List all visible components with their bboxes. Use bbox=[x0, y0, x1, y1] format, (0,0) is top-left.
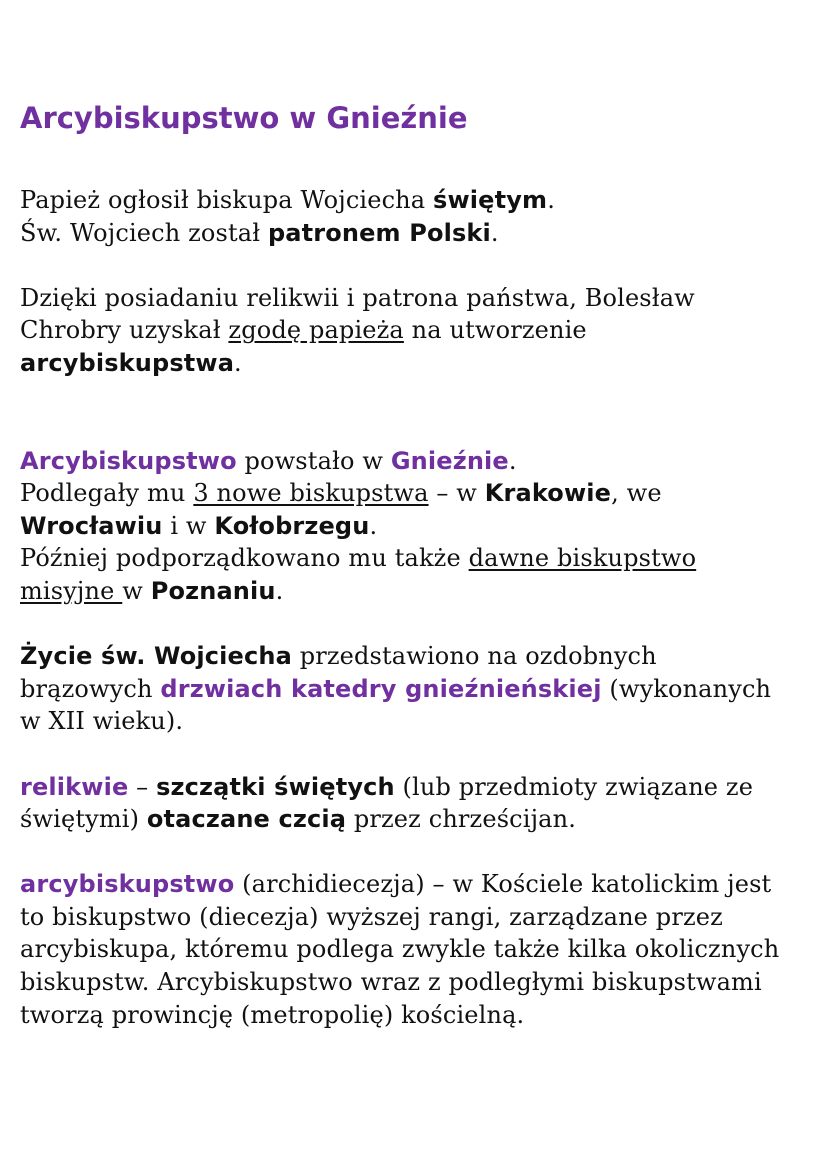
text: (wykonanych w XII wieku). bbox=[20, 674, 772, 736]
bold-term: szczątki świętych bbox=[156, 772, 395, 801]
text: . bbox=[369, 511, 378, 540]
text: . bbox=[234, 348, 242, 377]
text: (archidiecezja) – w Kościele katolickim jest to biskupstwo (diecezja) wyższej rangi, zarządzane przez arcybiskupa, któremu podlega zwykle także kilka okolicznych biskupstw. Arcybiskupstwo wraz z podległymi biskupstwami tworzą prowincję (metropolię) kościelną. bbox=[20, 870, 780, 1029]
bold-term: patronem Polski bbox=[267, 218, 491, 247]
key-term: Gnieźnie bbox=[390, 446, 509, 475]
bold-term: Kołobrzegu bbox=[214, 511, 370, 540]
text: Papież ogłosił biskupa Wojciecha bbox=[20, 186, 434, 214]
bold-term: otaczane czcią bbox=[146, 805, 347, 834]
text: przez chrześcijan. bbox=[346, 805, 577, 834]
underlined-term: 3 nowe biskupstwa bbox=[193, 479, 429, 508]
text: – bbox=[128, 772, 157, 801]
text: przedstawiono na ozdobnych brązowych bbox=[20, 642, 657, 703]
text: . bbox=[547, 186, 555, 214]
text: Później podporządkowano mu także bbox=[20, 544, 469, 573]
bold-term: Poznaniu bbox=[150, 576, 276, 605]
definition-relics bbox=[20, 771, 788, 836]
paragraph-archdiocese-founding bbox=[20, 445, 788, 608]
bold-term: arcybiskupstwa bbox=[20, 348, 235, 377]
key-term: Arcybiskupstwo bbox=[20, 446, 237, 475]
text: Dzięki posiadaniu relikwii i patrona państwa, Bolesław Chrobry uzyskał bbox=[20, 283, 695, 345]
text: – w bbox=[428, 479, 485, 508]
key-term: drzwiach katedry gnieźnieńskiej bbox=[160, 674, 602, 703]
text: na utworzenie bbox=[403, 316, 587, 345]
paragraph-papal-consent bbox=[20, 282, 788, 380]
text: (lub przedmioty związane ze świętymi) bbox=[20, 772, 754, 834]
text: , we bbox=[611, 479, 662, 508]
text: . bbox=[490, 218, 499, 247]
paragraph-saint bbox=[20, 184, 788, 249]
bold-term: świętym bbox=[433, 186, 548, 214]
text: Św. Wojciech został bbox=[20, 218, 268, 247]
bold-term: Życie św. Wojciecha bbox=[20, 642, 292, 671]
bold-term: Wrocławiu bbox=[20, 511, 163, 540]
text: i w bbox=[162, 511, 215, 540]
text: w bbox=[122, 576, 151, 605]
text: . bbox=[508, 446, 517, 475]
text: powstało w bbox=[236, 446, 391, 475]
definition-archdiocese bbox=[20, 868, 788, 1031]
text: . bbox=[275, 576, 284, 605]
key-term: relikwie bbox=[20, 772, 129, 801]
paragraph-cathedral-doors bbox=[20, 640, 788, 738]
key-term: arcybiskupstwo bbox=[20, 870, 235, 899]
bold-term: Krakowie bbox=[484, 479, 612, 508]
underlined-term: zgodę papieża bbox=[228, 316, 404, 345]
page-title: Arcybiskupstwo w Gnieźnie bbox=[20, 101, 468, 135]
underlined-term: dawne biskupstwo misyjne bbox=[20, 544, 697, 605]
text: Podlegały mu bbox=[20, 479, 194, 508]
